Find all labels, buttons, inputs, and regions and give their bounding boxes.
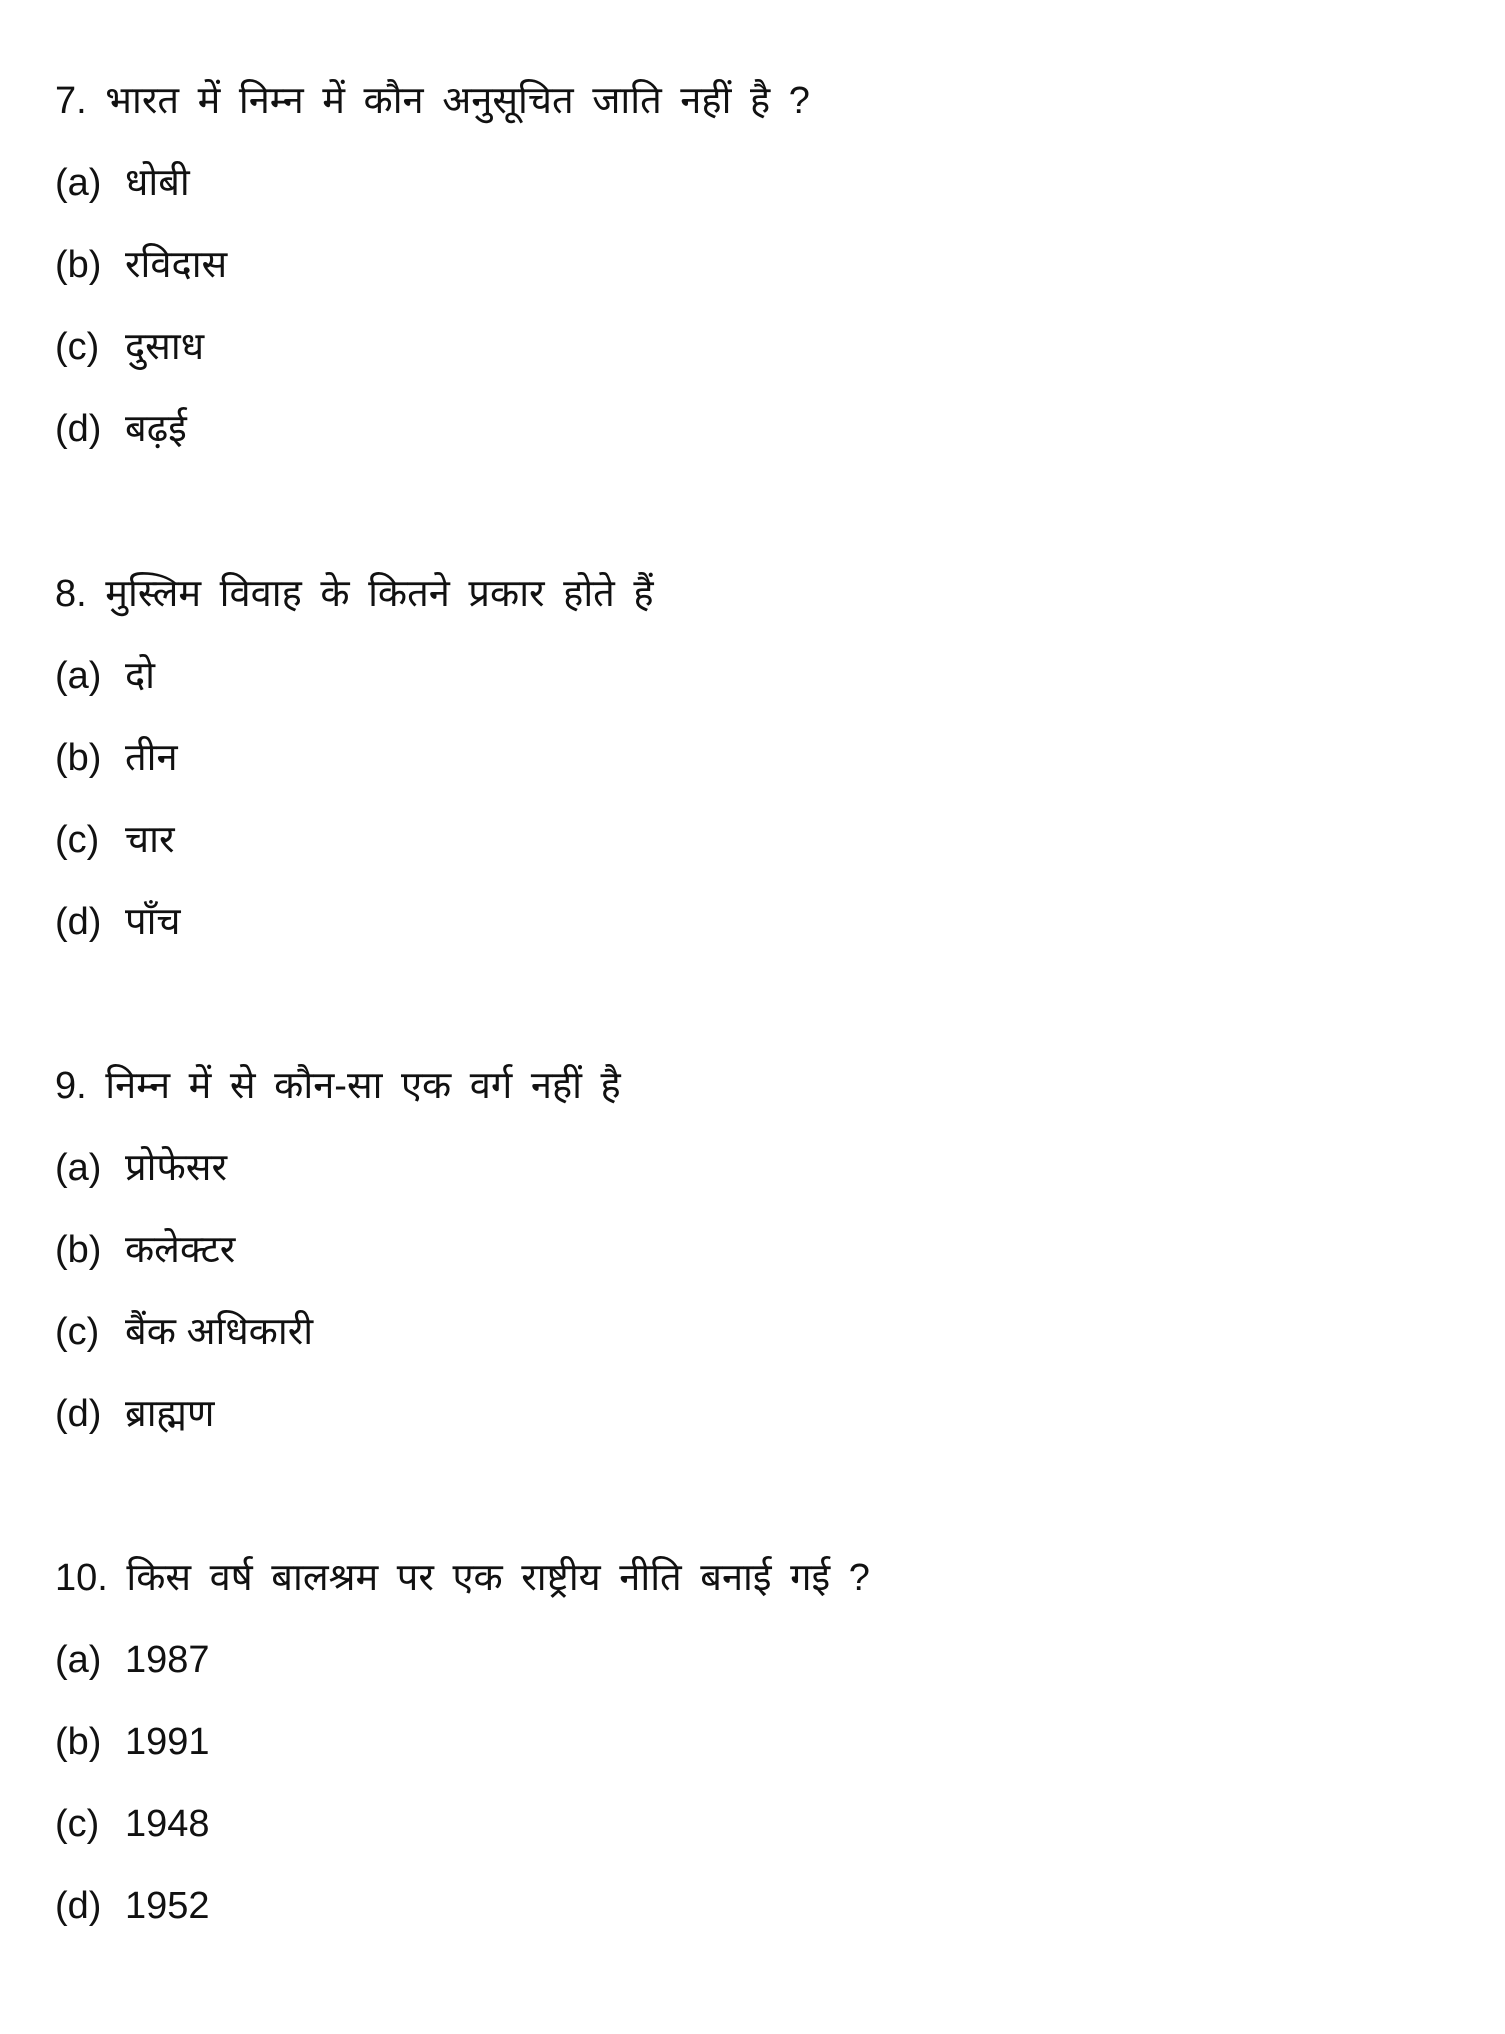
option-text: चार [125, 819, 175, 861]
answer-option [55, 1865, 1455, 1947]
option-text: बैंक अधिकारी [125, 1311, 314, 1353]
answer-option [55, 1701, 1455, 1783]
option-text: रविदास [125, 244, 228, 286]
answer-option [55, 635, 1455, 717]
option-label: (c) [55, 326, 100, 368]
question-block [55, 553, 1455, 963]
option-label: (d) [55, 1393, 102, 1435]
answer-option [55, 1373, 1455, 1455]
question-block [55, 1045, 1455, 1455]
option-text: 1991 [125, 1721, 210, 1763]
option-label: (a) [55, 1147, 102, 1189]
option-text: 1952 [125, 1885, 210, 1927]
question-stem: निम्न में से कौन-सा एक वर्ग नहीं है [105, 1065, 621, 1107]
option-label: (b) [55, 1721, 102, 1763]
option-label: (b) [55, 244, 102, 286]
option-text: दो [125, 655, 156, 697]
question-text [55, 1537, 1455, 1619]
answer-option [55, 717, 1455, 799]
question-text [55, 553, 1455, 635]
option-text: बढ़ई [125, 408, 187, 450]
option-label: (c) [55, 1311, 100, 1353]
question-number: 9. [55, 1065, 87, 1107]
answer-option [55, 1783, 1455, 1865]
option-text: पाँच [125, 901, 181, 943]
answer-option [55, 1127, 1455, 1209]
option-label: (b) [55, 737, 102, 779]
answer-option [55, 881, 1455, 963]
answer-option [55, 388, 1455, 470]
option-label: (c) [55, 819, 100, 861]
option-label: (d) [55, 408, 102, 450]
answer-option [55, 142, 1455, 224]
question-stem: भारत में निम्न में कौन अनुसूचित जाति नहीं है ? [105, 80, 810, 122]
question-number: 7. [55, 80, 87, 122]
question-number: 10. [55, 1557, 108, 1599]
option-label: (d) [55, 901, 102, 943]
option-text: धोबी [125, 162, 190, 204]
option-text: तीन [125, 737, 178, 779]
question-text [55, 1045, 1455, 1127]
option-label: (a) [55, 1639, 102, 1681]
answer-option [55, 306, 1455, 388]
option-text: कलेक्टर [125, 1229, 236, 1271]
option-text: ब्राह्मण [125, 1393, 215, 1435]
question-stem: किस वर्ष बालश्रम पर एक राष्ट्रीय नीति बनाई गई ? [126, 1557, 870, 1599]
option-label: (a) [55, 655, 102, 697]
answer-option [55, 1209, 1455, 1291]
option-text: दुसाध [125, 326, 205, 368]
question-stem: मुस्लिम विवाह के कितने प्रकार होते हैं [105, 573, 654, 615]
option-label: (a) [55, 162, 102, 204]
answer-option [55, 224, 1455, 306]
option-text: प्रोफेसर [125, 1147, 227, 1189]
answer-option [55, 1619, 1455, 1701]
question-block [55, 60, 1455, 470]
option-label: (b) [55, 1229, 102, 1271]
option-text: 1987 [125, 1639, 210, 1681]
option-text: 1948 [125, 1803, 210, 1845]
option-label: (d) [55, 1885, 102, 1927]
question-text [55, 60, 1455, 142]
answer-option [55, 799, 1455, 881]
question-block [55, 1537, 1455, 1947]
question-number: 8. [55, 573, 87, 615]
option-label: (c) [55, 1803, 100, 1845]
answer-option [55, 1291, 1455, 1373]
